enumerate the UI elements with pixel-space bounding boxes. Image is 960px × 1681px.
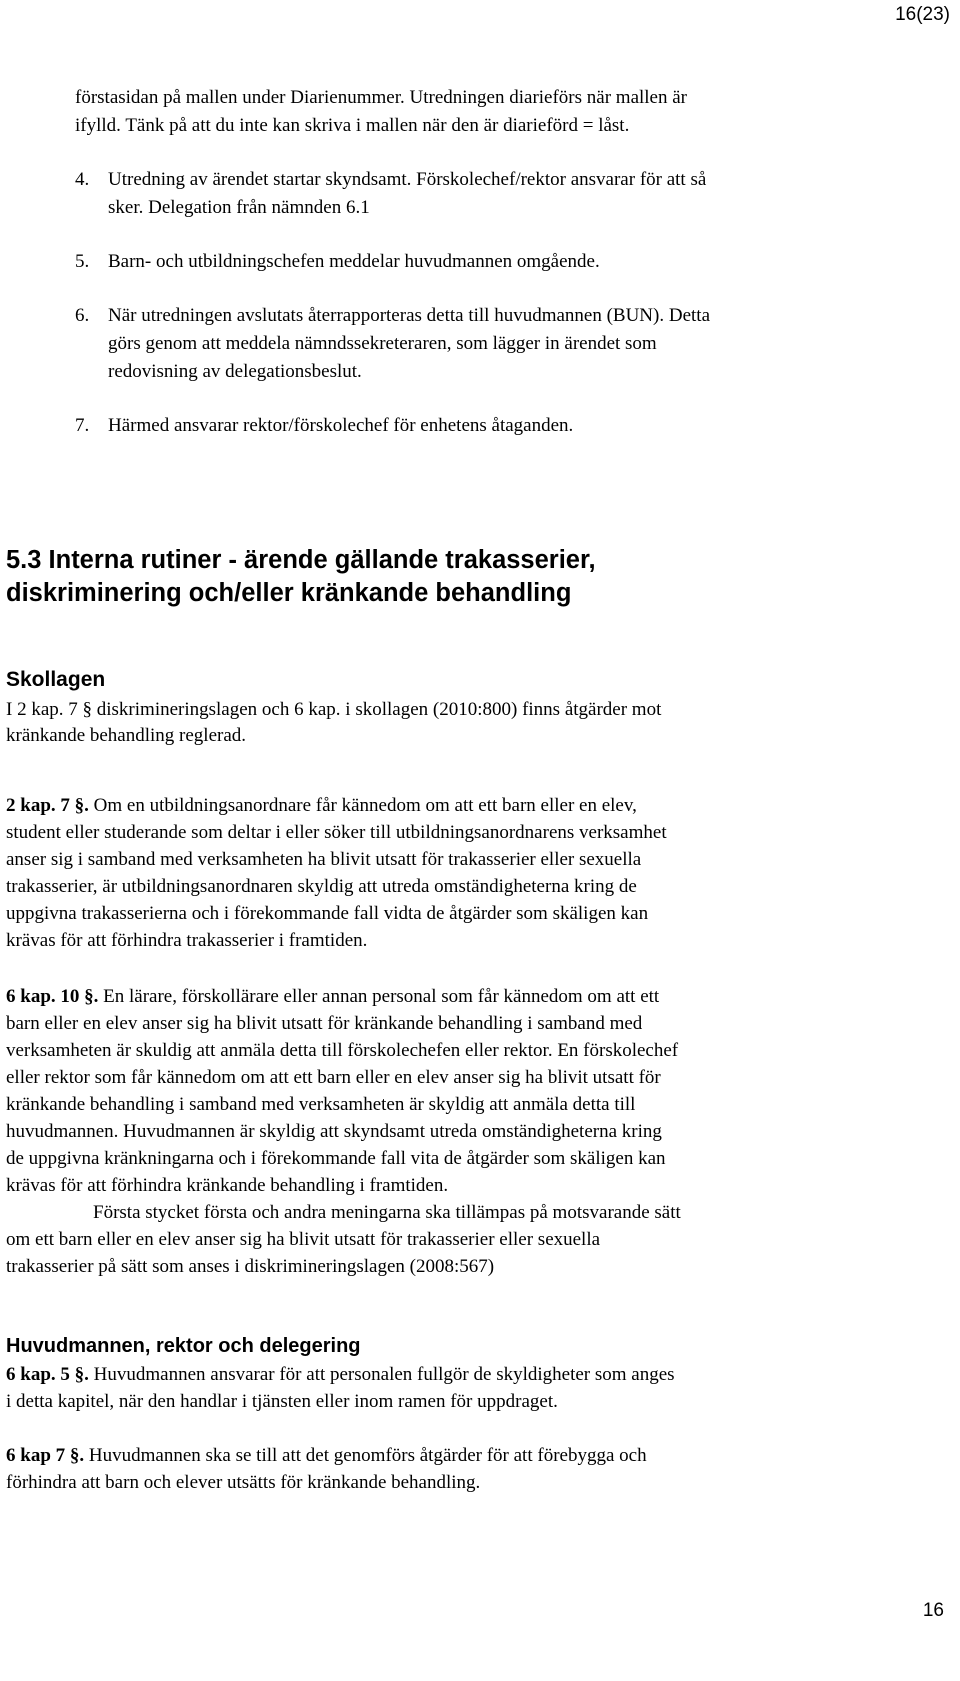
step-6-line-2: görs genom att meddela nämndssekreteraren, som lägger in ärendet som — [108, 333, 657, 354]
para-6kap10-line-2: barn eller en elev anser sig ha blivit utsatt för kränkande behandling i samband med — [6, 1013, 643, 1034]
para-2kap7-line-5: uppgivna trakasserierna och i förekommande fall vidta de åtgärder som skäligen kan — [6, 903, 649, 924]
step-number: 5. — [75, 251, 90, 272]
para-text: Om en utbildningsanordnare får kännedom om att ett barn eller en elev, — [88, 795, 637, 816]
para-6kap10-line-5: kränkande behandling i samband med verksamheten är skyldig att anmäla detta till — [6, 1094, 636, 1115]
step-number: 7. — [75, 415, 90, 436]
para-6kap10-line-6: huvudmannen. Huvudmannen är skyldig att skyndsamt utreda omständigheterna kring — [6, 1121, 662, 1142]
step-5 — [75, 249, 835, 274]
page-header-label: 16(23) — [895, 4, 950, 25]
para-2kap7-line-2: student eller studerande som deltar i eller söker till utbildningsanordnarens verksamhet — [6, 822, 667, 843]
delegering-heading: Huvudmannen, rektor och delegering — [6, 1335, 361, 1357]
step-4-line-1 — [75, 167, 835, 192]
para-2kap7-line-6: krävas för att förhindra trakasserier i framtiden. — [6, 930, 368, 951]
intro-line-1: förstasidan på mallen under Diarienummer. Utredningen diarieförs när mallen är — [75, 87, 687, 108]
step-text: Utredning av ärendet startar skyndsamt. Förskolechef/rektor ansvarar för att så — [108, 169, 707, 190]
para-text: En lärare, förskollärare eller annan personal som får kännedom om att ett — [98, 986, 660, 1007]
step-text: När utredningen avslutats återrapporteras detta till huvudmannen (BUN). Detta — [108, 305, 710, 326]
step-text: Härmed ansvarar rektor/förskolechef för enhetens åtaganden. — [108, 415, 574, 436]
skollagen-intro-line-1: I 2 kap. 7 § diskrimineringslagen och 6 kap. i skollagen (2010:800) finns åtgärder mot — [6, 699, 662, 720]
law-reference: 6 kap 7 §. — [6, 1445, 85, 1466]
law-reference: 6 kap. 5 §. — [6, 1364, 89, 1385]
para-text: Huvudmannen ska se till att det genomförs åtgärder för att förebygga och — [84, 1445, 647, 1466]
law-reference: 6 kap. 10 §. — [6, 986, 99, 1007]
page-number: 16 — [922, 1600, 944, 1621]
para-2kap7-line-1 — [6, 793, 906, 818]
para-2kap7-line-3: anser sig i samband med verksamheten ha blivit utsatt för trakasserier eller sexuella — [6, 849, 642, 870]
step-number: 4. — [75, 169, 90, 190]
para-2kap7-line-4: trakasserier, är utbildningsanordnaren skyldig att utreda omständigheterna kring de — [6, 876, 637, 897]
step-6-line-3: redovisning av delegationsbeslut. — [108, 361, 362, 382]
step-number: 6. — [75, 305, 90, 326]
section-title-line-2: diskriminering och/eller kränkande behandling — [6, 579, 572, 607]
delegering-p1-line-1 — [6, 1362, 906, 1387]
para-6kap10-cont-line-1: Första stycket första och andra meningarna ska tillämpas på motsvarande sätt — [93, 1202, 681, 1223]
para-6kap10-line-8: krävas för att förhindra kränkande behandling i framtiden. — [6, 1175, 449, 1196]
step-text: Barn- och utbildningschefen meddelar huvudmannen omgående. — [108, 251, 600, 272]
skollagen-heading: Skollagen — [6, 668, 106, 691]
delegering-p2-line-1 — [6, 1443, 906, 1468]
delegering-p2-line-2: förhindra att barn och elever utsätts för kränkande behandling. — [6, 1472, 481, 1493]
step-7 — [75, 413, 835, 438]
para-6kap10-line-1 — [6, 984, 906, 1009]
para-6kap10-line-4: eller rektor som får kännedom om att ett barn eller en elev anser sig ha blivit utsatt för — [6, 1067, 661, 1088]
law-reference: 2 kap. 7 §. — [6, 795, 89, 816]
delegering-p1-line-2: i detta kapitel, när den handlar i tjänsten eller inom ramen för uppdraget. — [6, 1391, 558, 1412]
skollagen-intro-line-2: kränkande behandling reglerad. — [6, 725, 247, 746]
para-text: Huvudmannen ansvarar för att personalen fullgör de skyldigheter som anges — [88, 1364, 675, 1385]
para-6kap10-line-3: verksamheten är skuldig att anmäla detta till förskolechefen eller rektor. En förskolechef — [6, 1040, 679, 1061]
para-6kap10-cont-line-3: trakasserier på sätt som anses i diskrimineringslagen (2008:567) — [6, 1256, 495, 1277]
section-title-line-1: 5.3 Interna rutiner - ärende gällande trakasserier, — [6, 546, 596, 574]
intro-line-2: ifylld. Tänk på att du inte kan skriva i mallen när den är diarieförd = låst. — [75, 115, 630, 136]
step-6-line-1 — [75, 303, 835, 328]
para-6kap10-line-7: de uppgivna kränkningarna och i förekommande fall vita de åtgärder som skäligen kan — [6, 1148, 666, 1169]
para-6kap10-cont-line-2: om ett barn eller en elev anser sig ha blivit utsatt för trakasserier eller sexuella — [6, 1229, 601, 1250]
step-4-line-2: sker. Delegation från nämnden 6.1 — [108, 197, 370, 218]
